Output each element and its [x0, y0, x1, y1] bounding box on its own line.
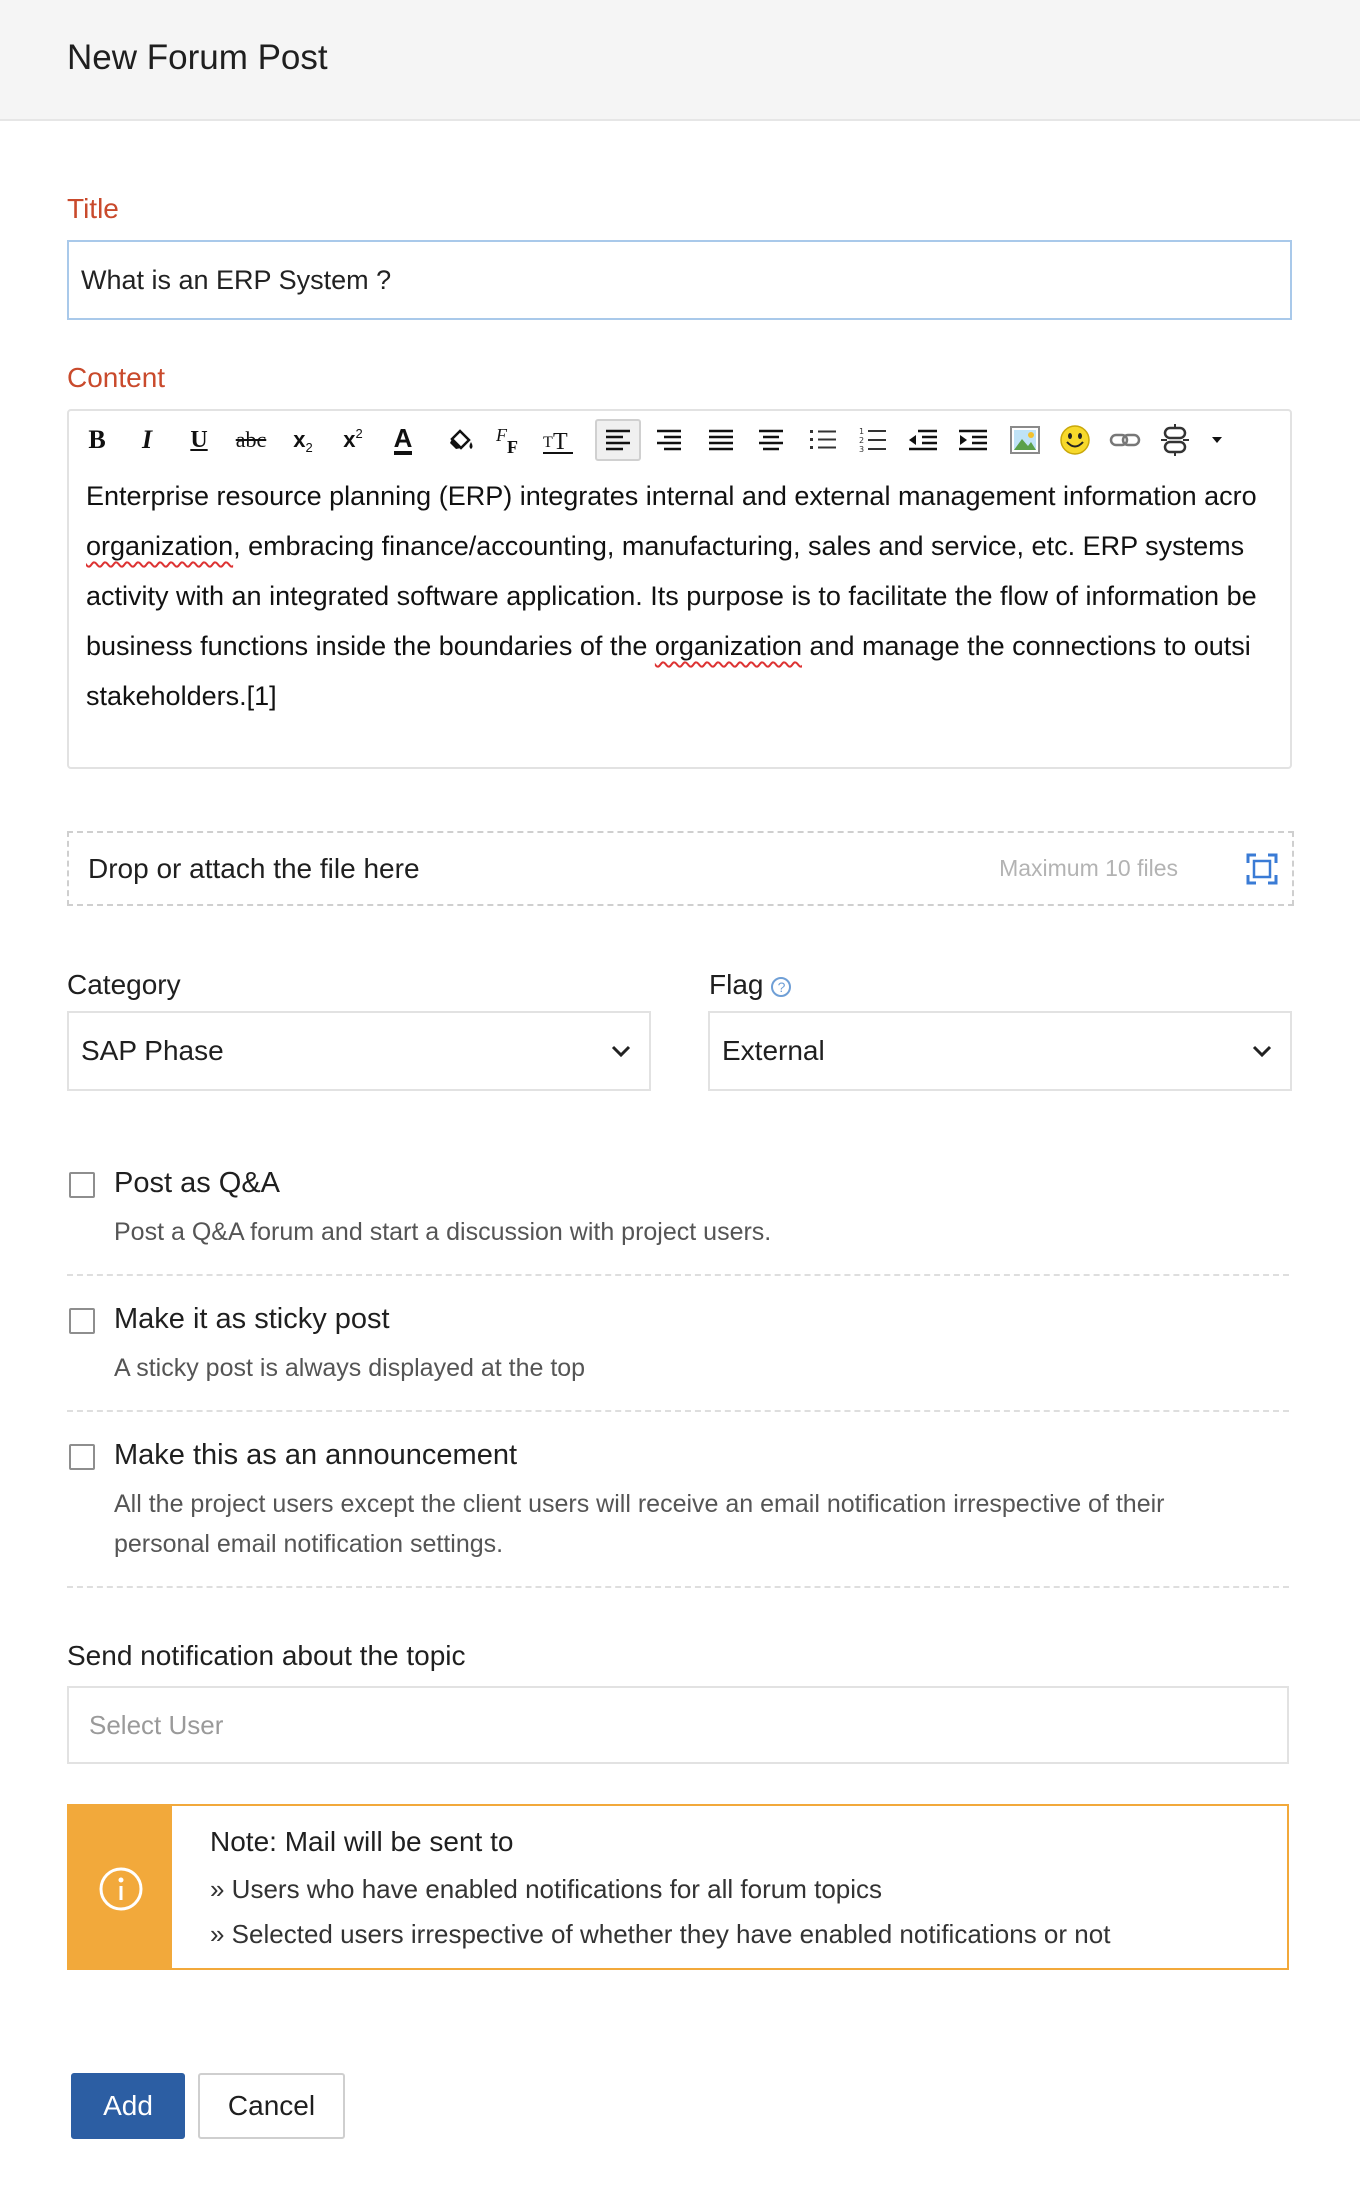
content-text-segment: stakeholders.[1] [86, 681, 277, 711]
align-left-icon[interactable] [595, 419, 641, 461]
svg-text:T: T [543, 434, 553, 451]
outdent-icon[interactable] [907, 419, 939, 461]
svg-text:F: F [507, 437, 518, 456]
content-text-segment: activity with an integrated software application. Its purpose is to facilitate the flow of information be [86, 581, 1257, 611]
subscript-icon[interactable]: x 2 [293, 427, 313, 455]
editor-toolbar [69, 411, 1290, 467]
title-label: Title [67, 193, 119, 224]
note-line: » Selected users irrespective of whether they have enabled notifications or not [210, 1919, 1111, 1949]
content-text-segment: , embracing finance/accounting, manufacturing, sales and service, etc. ERP systems [233, 531, 1245, 561]
content-line [86, 521, 1292, 571]
flag-value: External [722, 1035, 825, 1066]
divider [67, 1410, 1289, 1412]
content-text-segment: Enterprise resource planning (ERP) integrates internal and external management information acro [86, 481, 1257, 511]
post-as-qa-title: Post as Q&A [114, 1167, 281, 1199]
drop-zone-label: Drop or attach the file here [88, 853, 420, 884]
chevron-down-icon [609, 1039, 633, 1063]
cancel-button[interactable]: Cancel [198, 2073, 345, 2139]
notify-label: Send notification about the topic [67, 1640, 466, 1671]
note-line: » Users who have enabled notifications for all forum topics [210, 1874, 883, 1904]
drop-zone-limit: Maximum 10 files [999, 855, 1178, 881]
page-title: New Forum Post [67, 38, 328, 77]
title-input[interactable] [67, 240, 1292, 320]
justify-icon[interactable] [705, 419, 737, 461]
emoji-icon[interactable] [1059, 419, 1091, 461]
superscript-icon[interactable]: x 2 [343, 425, 363, 452]
content-label: Content [67, 362, 166, 393]
font-family-icon[interactable] [493, 419, 525, 461]
svg-text:2: 2 [859, 436, 865, 445]
announcement-title: Make this as an announcement [114, 1439, 518, 1471]
align-right-icon[interactable] [653, 419, 685, 461]
help-icon[interactable]: ? [771, 977, 791, 997]
content-line [86, 471, 1292, 521]
expand-icon[interactable] [1246, 853, 1278, 885]
info-icon [98, 1866, 144, 1912]
svg-text:1: 1 [859, 427, 865, 436]
flag-label-row [709, 969, 791, 1001]
sticky-post-checkbox[interactable] [69, 1308, 95, 1334]
category-select[interactable] [67, 1011, 651, 1091]
svg-text:3: 3 [859, 445, 865, 453]
sticky-post-title: Make it as sticky post [114, 1303, 390, 1335]
underline-icon[interactable]: U [190, 426, 208, 453]
announcement-desc: All the project users except the client users will receive an email notification irrespective of their personal email notification settings. [114, 1490, 1165, 1558]
svg-text:F: F [496, 425, 507, 445]
flag-label: Flag [709, 969, 764, 1000]
announcement-checkbox[interactable] [69, 1444, 95, 1470]
indent-icon[interactable] [957, 419, 989, 461]
file-drop-zone[interactable] [67, 831, 1294, 906]
category-label: Category [67, 969, 181, 1000]
insert-image-icon[interactable] [1009, 419, 1041, 461]
post-as-qa-checkbox[interactable] [69, 1172, 95, 1198]
content-line [86, 671, 1292, 721]
note-box [67, 1804, 1289, 1970]
spellcheck-word: organization [86, 531, 234, 561]
content-line [86, 571, 1292, 621]
divider [67, 1586, 1289, 1588]
more-options-icon[interactable] [1205, 419, 1229, 461]
font-size-icon[interactable] [541, 419, 575, 461]
chevron-down-icon [1250, 1039, 1274, 1063]
flag-select[interactable] [708, 1011, 1292, 1091]
category-value: SAP Phase [81, 1035, 224, 1066]
divider [67, 1274, 1289, 1276]
italic-icon[interactable]: I [141, 425, 153, 454]
content-editor[interactable] [67, 409, 1292, 769]
select-user-input[interactable] [67, 1686, 1289, 1764]
note-heading: Note: Mail will be sent to [210, 1826, 514, 1857]
content-text-segment: business functions inside the boundaries of the [86, 631, 655, 661]
background-color-icon[interactable] [445, 419, 477, 461]
bullet-list-icon[interactable] [807, 419, 839, 461]
content-text-segment: and manage the connections to outsi [801, 631, 1251, 661]
sticky-post-desc: A sticky post is always displayed at the top [114, 1354, 586, 1382]
align-center-icon[interactable] [755, 419, 787, 461]
post-as-qa-desc: Post a Q&A forum and start a discussion with project users. [114, 1218, 772, 1246]
insert-link-icon[interactable] [1109, 419, 1141, 461]
svg-text:T: T [553, 429, 568, 455]
numbered-list-icon[interactable] [857, 419, 889, 461]
spellcheck-word: organization [654, 631, 802, 661]
font-color-icon[interactable]: A [393, 423, 413, 453]
remove-link-icon[interactable] [1159, 419, 1191, 461]
content-line [86, 621, 1292, 671]
strikethrough-icon[interactable]: abc [235, 427, 267, 452]
page-header [0, 0, 1360, 121]
content-text[interactable] [86, 471, 1292, 721]
bold-icon[interactable]: B [88, 425, 106, 454]
add-button[interactable]: Add [71, 2073, 185, 2139]
